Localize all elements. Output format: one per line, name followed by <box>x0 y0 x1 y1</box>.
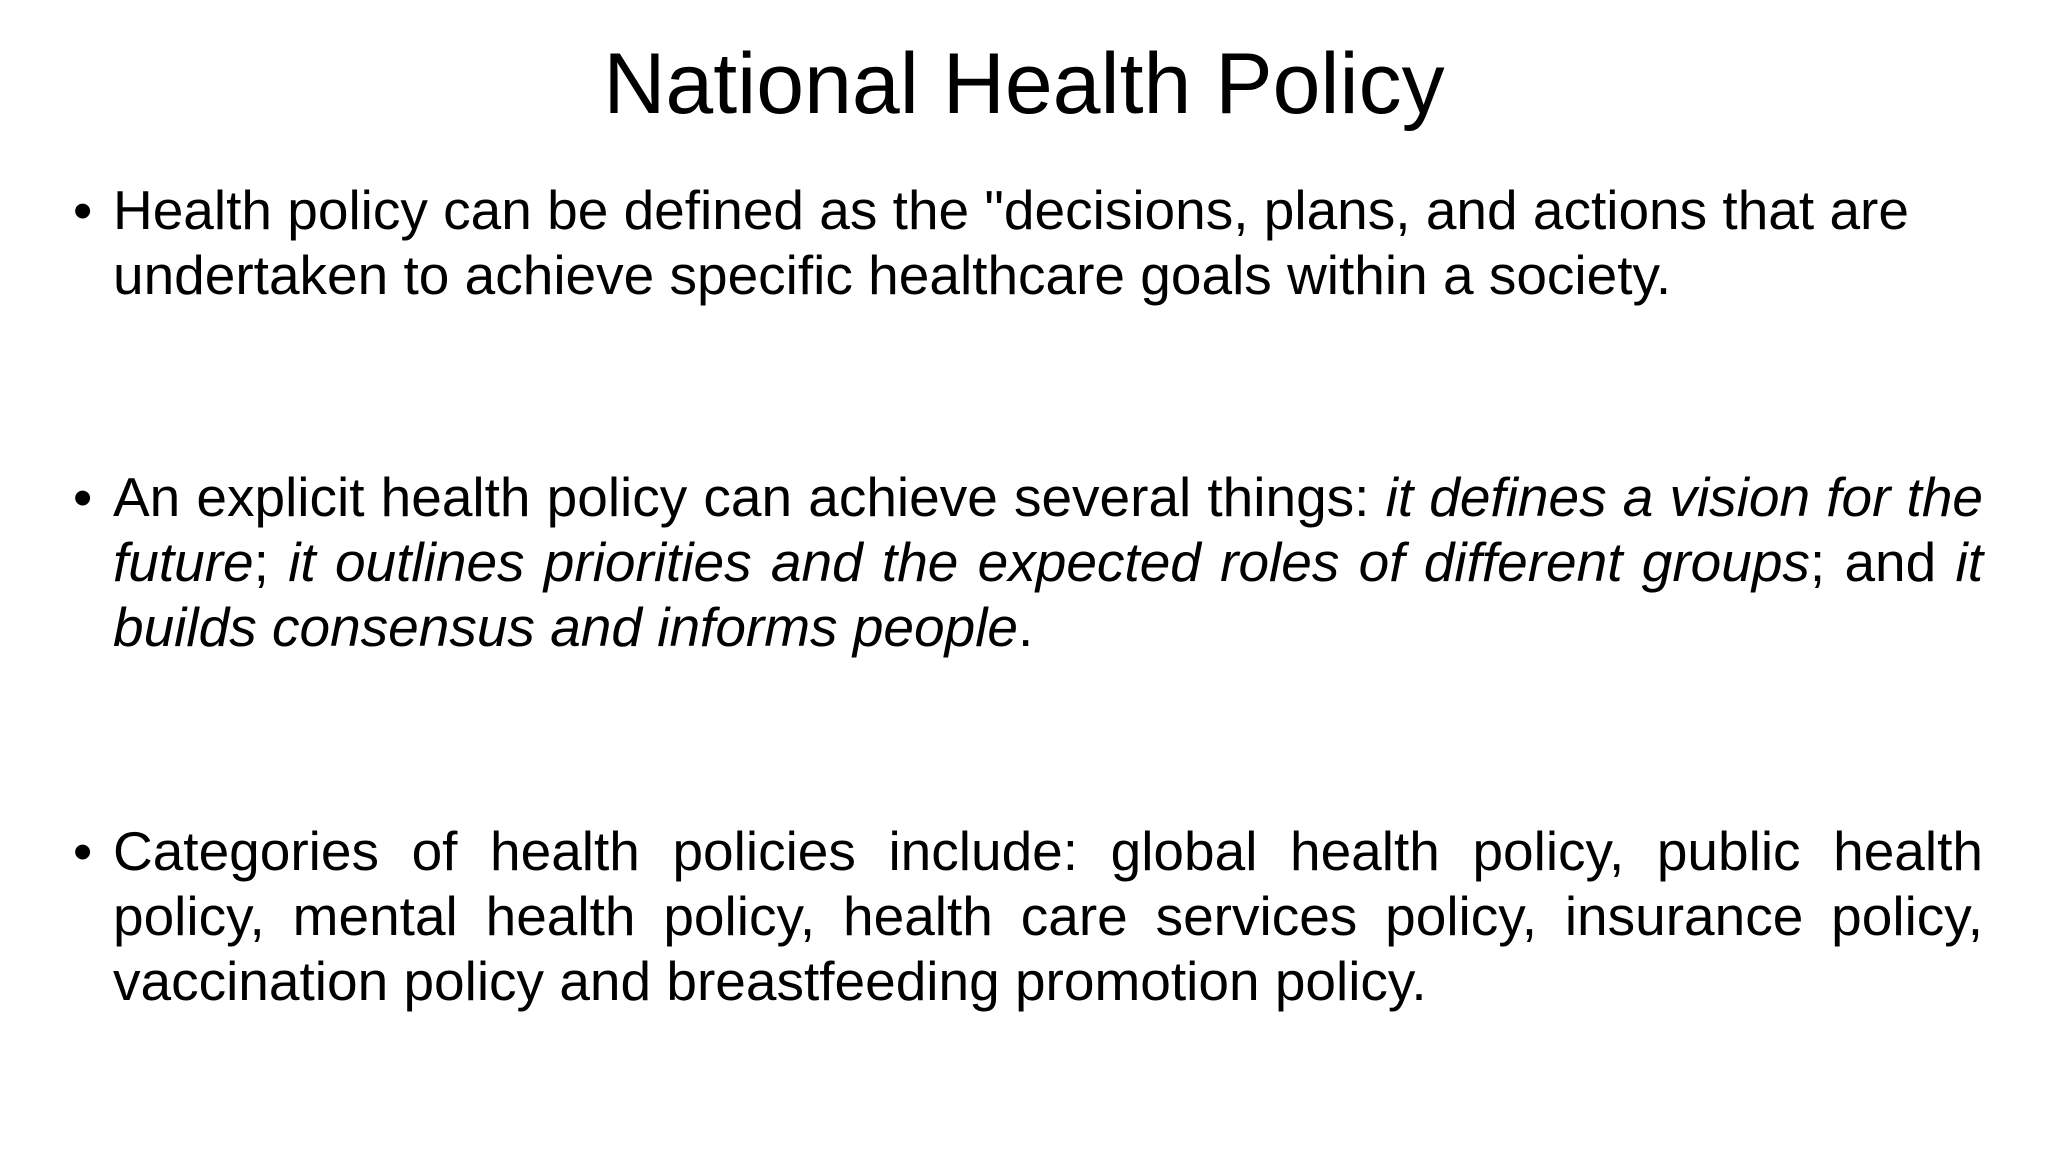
bullet-text: Health policy can be defined as the "decisions, plans, and actions that are undertaken to achieve specific healthcare goals within a society. <box>113 179 1909 306</box>
bullet-text <box>113 465 1983 660</box>
text-segment: ; <box>253 531 289 593</box>
italic-segment: it outlines priorities and the expected roles of different groups <box>288 531 1810 593</box>
italic-segment: it defines a vision for the future <box>113 466 1983 593</box>
bullet-text: Categories of health policies include: global health policy, public health policy, mental health policy, health care services policy, insurance policy, vaccination policy and breastfeeding promotion policy. <box>113 820 1983 1012</box>
text-segment: An explicit health policy can achieve several things: <box>113 466 1386 528</box>
bullet-icon: • <box>73 466 93 528</box>
slide-title: National Health Policy <box>603 36 1445 132</box>
italic-segment: it builds consensus and informs people <box>113 531 1983 658</box>
bullet-icon: • <box>73 179 93 241</box>
text-segment: . <box>1018 596 1034 658</box>
text-segment: ; and <box>1809 531 1956 593</box>
bullet-icon: • <box>73 820 93 882</box>
